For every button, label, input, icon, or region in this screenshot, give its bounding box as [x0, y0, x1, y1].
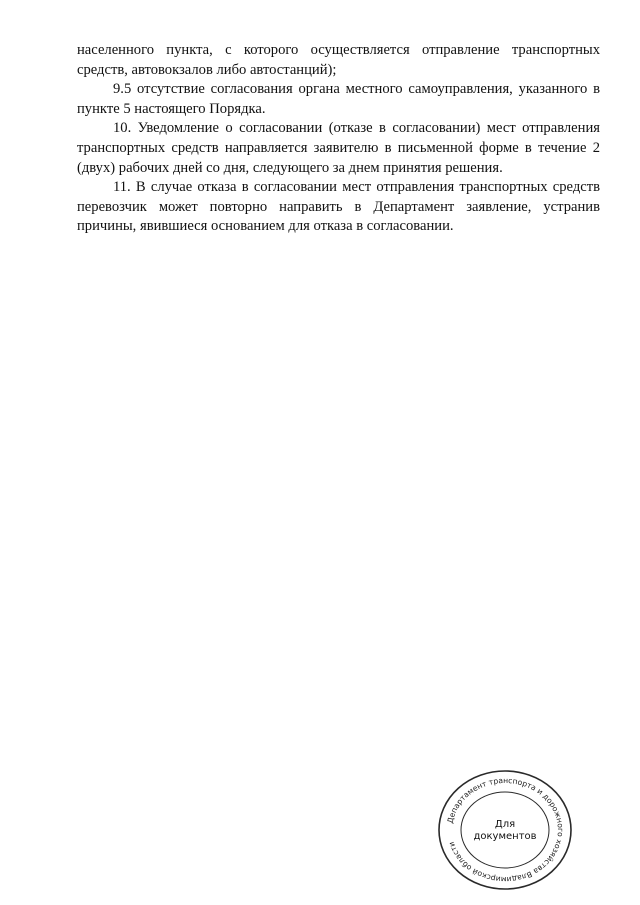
stamp-ring-text: Департамент транспорта и дорожного хозяйства Владимирской области	[445, 775, 566, 885]
stamp-inner-ring	[461, 792, 549, 868]
paragraph-11: 11. В случае отказа в согласовании мест отправления транспортных средств перевозчик может повторно направить в Департамент заявление, устранив причины, явившиеся основанием для отказа в согласовании.	[77, 179, 600, 235]
paragraph-9-5: 9.5 отсутствие согласования органа местного самоуправления, указанного в пункте 5 настоящего Порядка.	[77, 81, 600, 117]
stamp-center-line1: Для	[494, 819, 516, 830]
stamp-outer-ring	[439, 771, 571, 889]
paragraph-10: 10. Уведомление о согласовании (отказе в согласовании) мест отправления транспортных средств направляется заявителю в письменной форме в течение 2 (двух) рабочих дней со дня, следующего за днем принятия решения.	[77, 120, 600, 176]
stamp-seal-icon	[436, 768, 574, 892]
document-body	[77, 41, 600, 237]
official-stamp	[436, 768, 574, 892]
paragraph-continuation: населенного пункта, с которого осуществляется отправление транспортных средств, автовокзалов либо автостанций);	[77, 42, 600, 78]
stamp-center-line2: документов	[473, 831, 537, 842]
